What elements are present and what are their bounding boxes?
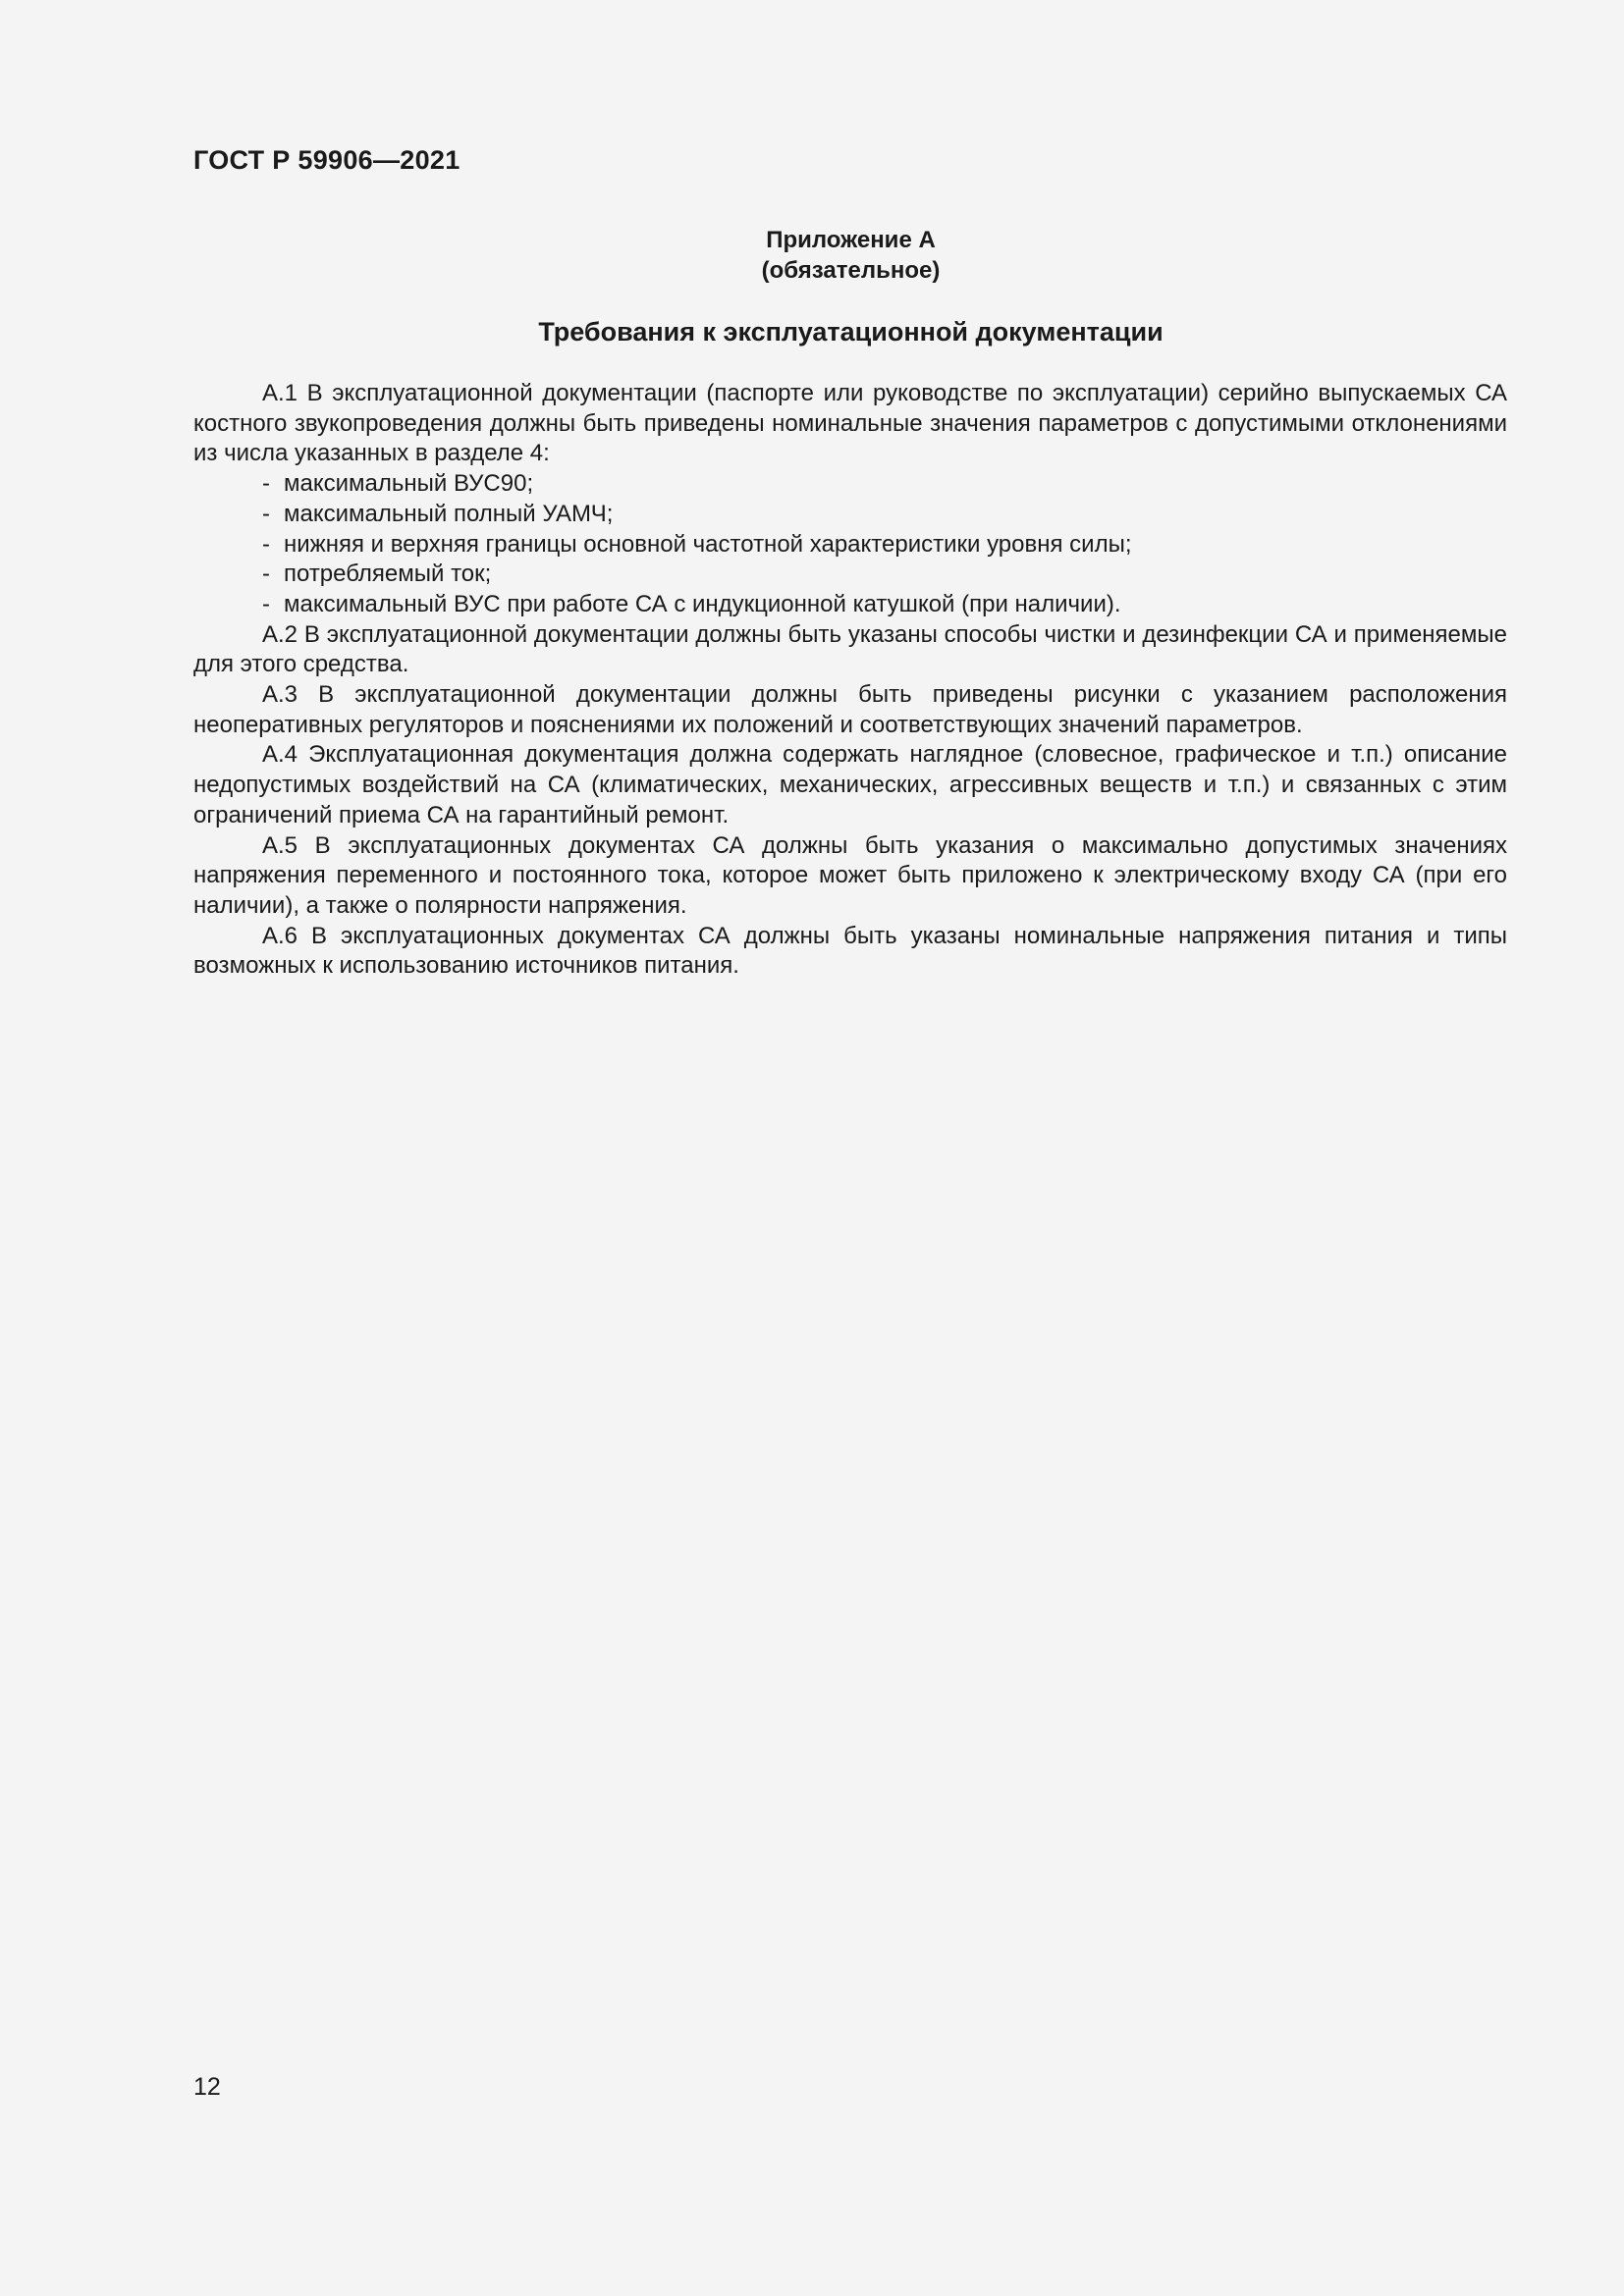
paragraph-a6: А.6 В эксплуатационных документах СА должны быть указаны номинальные напряжения питания и типы возможных к использованию источников питания.	[193, 922, 1507, 980]
list-item	[193, 469, 1507, 500]
document-body	[193, 379, 1507, 982]
list-item-text: потребляемый ток;	[284, 561, 492, 588]
appendix-title	[193, 225, 1508, 286]
standard-code: ГОСТ Р 59906—2021	[193, 145, 460, 175]
dash-marker: -	[262, 500, 270, 527]
dash-marker: -	[262, 470, 270, 498]
list-item	[193, 500, 1507, 530]
list-item	[193, 590, 1507, 620]
appendix-label: Приложение А	[766, 227, 936, 253]
dash-marker: -	[262, 530, 270, 558]
paragraph-a2: А.2 В эксплуатационной документации должны быть указаны способы чистки и дезинфекции СА и применяемые для этого средства.	[193, 620, 1507, 678]
page-number: 12	[193, 2073, 221, 2101]
appendix-status: (обязательное)	[761, 257, 941, 284]
list-item-text: максимальный ВУС90;	[284, 470, 534, 498]
parameter-list	[193, 469, 1507, 620]
dash-marker: -	[262, 561, 270, 588]
paragraph-a4: А.4 Эксплуатационная документация должна содержать наглядное (словесное, графическое и т.п.) описание недопустимых воздействий на СА (климатических, механических, агрессивных веществ и т.п.) и связанных с этим ограничений приема СА на гарантийный ремонт.	[193, 741, 1507, 828]
paragraph-a1: А.1 В эксплуатационной документации (паспорте или руководстве по эксплуатации) серийно выпускаемых СА костного звукопроведения должны быть приведены номинальные значения параметров с допустимыми отклонениями из числа указанных в разделе 4:	[193, 380, 1507, 467]
list-item-text: нижняя и верхняя границы основной частотной характеристики уровня силы;	[284, 530, 1132, 558]
appendix-heading: Требования к эксплуатационной документации	[538, 317, 1164, 347]
list-item-text: максимальный полный УАМЧ;	[284, 500, 614, 527]
list-item	[193, 530, 1507, 561]
paragraph-a3: А.3 В эксплуатационной документации должны быть приведены рисунки с указанием расположения неоперативных регуляторов и пояснениями их положений и соответствующих значений параметров.	[193, 681, 1507, 738]
paragraph-a5: А.5 В эксплуатационных документах СА должны быть указания о максимально допустимых значениях напряжения переменного и постоянного тока, которое может быть приложено к электрическому входу СА (при его наличии), а также о полярности напряжения.	[193, 831, 1507, 919]
list-item-text: максимальный ВУС при работе СА с индукционной катушкой (при наличии).	[284, 590, 1121, 617]
dash-marker: -	[262, 590, 270, 617]
list-item	[193, 560, 1507, 590]
